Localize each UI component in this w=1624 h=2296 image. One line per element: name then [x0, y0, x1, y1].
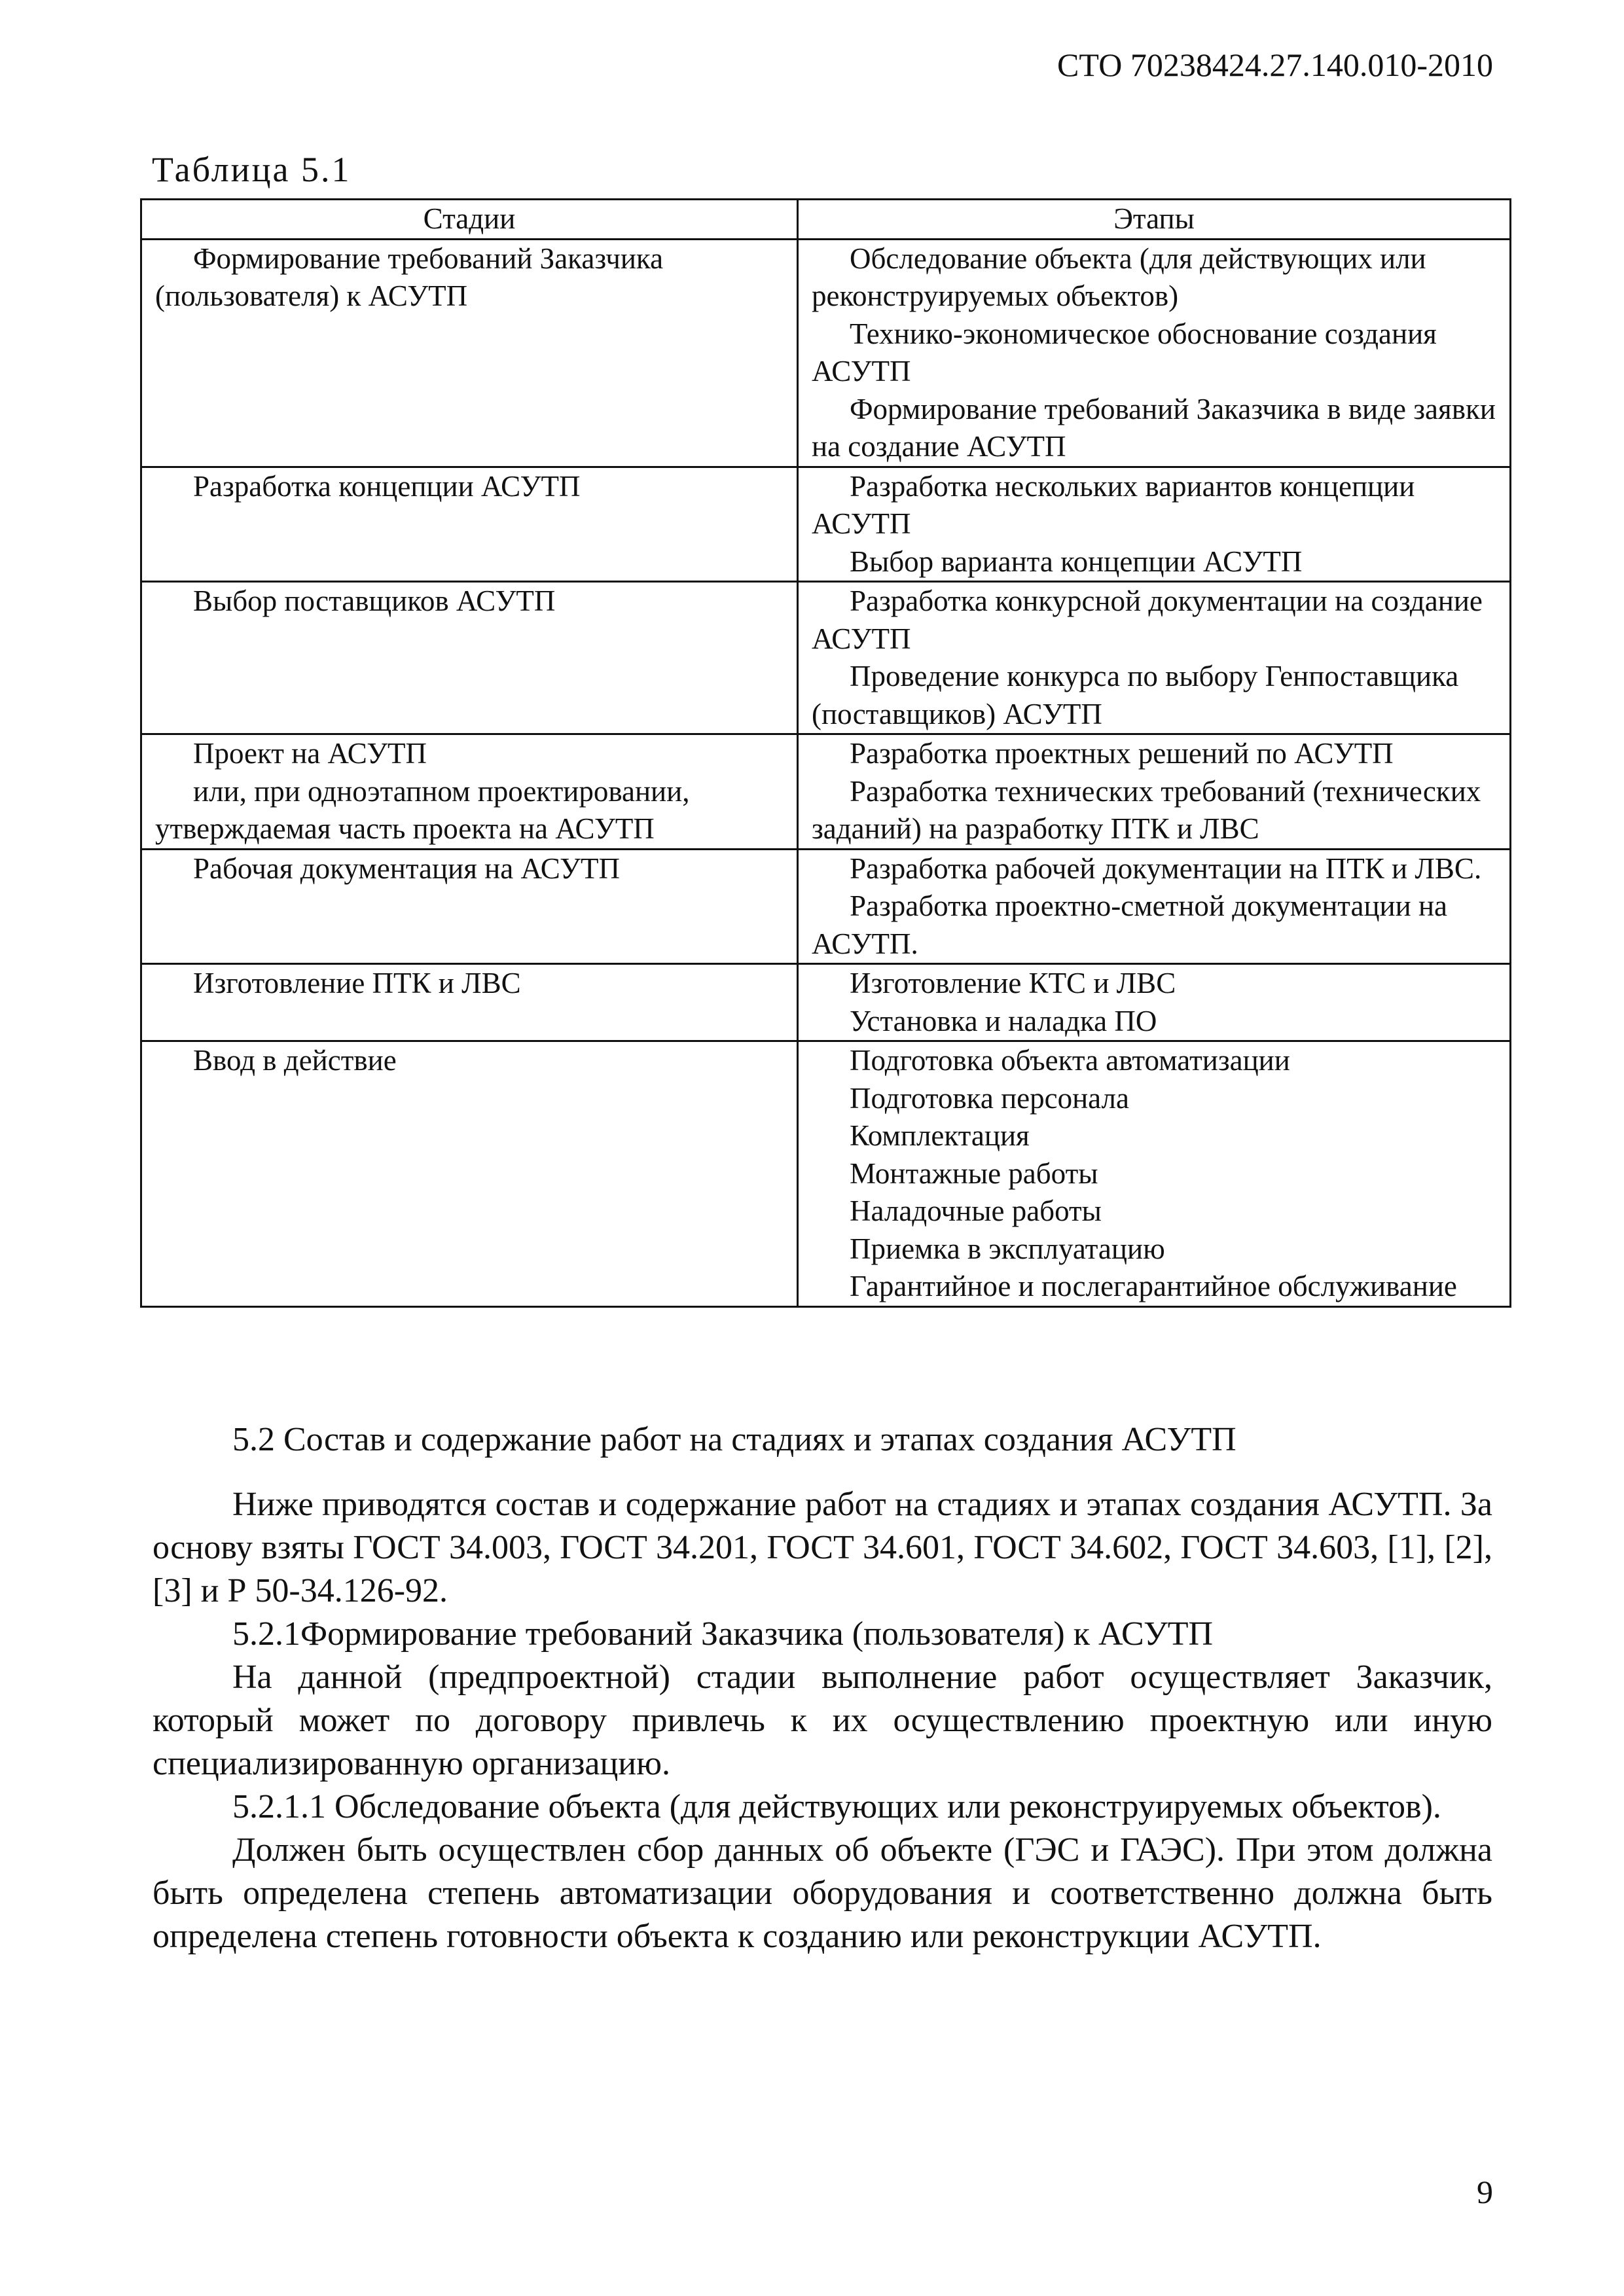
- step-text: Разработка проектных решений по АСУТП: [850, 737, 1394, 770]
- step-text: Приемка в эксплуатацию: [850, 1232, 1165, 1265]
- stage-text: Рабочая документация на АСУТП: [193, 852, 620, 885]
- step-text: Проведение конкурса по выбору Генпоставщика (поставщиков) АСУТП: [812, 660, 1459, 730]
- step-text: Наладочные работы: [850, 1194, 1102, 1227]
- stage-cell: [141, 849, 798, 964]
- stage-text-alt: или, при одноэтапном проектировании, утверждаемая часть проекта на АСУТП: [155, 774, 690, 845]
- steps-cell: [798, 239, 1511, 467]
- stage-cell: [141, 964, 798, 1041]
- stage-text: Выбор поставщиков АСУТП: [193, 584, 556, 617]
- step-text: Комплектация: [850, 1119, 1030, 1152]
- steps-cell: [798, 1041, 1511, 1307]
- step-text: Обследование объекта (для действующих или реконструируемых объектов): [812, 242, 1426, 312]
- table-header-row: [141, 200, 1511, 240]
- section-heading: 5.2 Состав и содержание работ на стадиях и этапах создания АСУТП: [232, 1421, 1236, 1458]
- step-text: Разработка нескольких вариантов концепции АСУТП: [812, 469, 1415, 540]
- table-row: [141, 582, 1511, 734]
- column-header-stages: Стадии: [141, 200, 798, 240]
- stage-cell: [141, 582, 798, 734]
- document-code: СТО 70238424.27.140.010-2010: [1057, 46, 1493, 83]
- step-text: Изготовление КТС и ЛВС: [850, 967, 1176, 999]
- section-body: [153, 1483, 1492, 1958]
- step-text: Установка и наладка ПО: [850, 1004, 1157, 1037]
- step-text: Разработка технических требований (технических заданий) на разработку ПТК и ЛВС: [812, 774, 1481, 845]
- subsubsection-paragraph: Должен быть осуществлен сбор данных об объекте (ГЭС и ГАЭС). При этом должна быть определена степень автоматизации оборудования и соответственно должна быть определена степень готовности объекта к созданию или реконструкции АСУТП.: [153, 1831, 1492, 1955]
- steps-cell: [798, 467, 1511, 582]
- steps-cell: [798, 734, 1511, 850]
- table-row: [141, 467, 1511, 582]
- steps-cell: [798, 849, 1511, 964]
- table-caption: Таблица 5.1: [152, 150, 352, 189]
- step-text: Выбор варианта концепции АСУТП: [850, 545, 1303, 578]
- stage-text: Изготовление ПТК и ЛВС: [193, 967, 521, 999]
- subsubsection-heading: 5.2.1.1 Обследование объекта (для действующих или реконструируемых объектов).: [232, 1788, 1441, 1825]
- table-row: [141, 849, 1511, 964]
- step-text: Подготовка объекта автоматизации: [850, 1044, 1290, 1077]
- stage-cell: [141, 239, 798, 467]
- step-text: Монтажные работы: [850, 1157, 1098, 1190]
- step-text: Формирование требований Заказчика в виде заявки на создание АСУТП: [812, 392, 1496, 463]
- step-text: Разработка рабочей документации на ПТК и ЛВС.: [850, 852, 1482, 885]
- steps-cell: [798, 582, 1511, 734]
- step-text: Разработка проектно-сметной документации на АСУТП.: [812, 889, 1448, 960]
- stage-text: Разработка концепции АСУТП: [193, 469, 581, 503]
- subsection-paragraph: На данной (предпроектной) стадии выполнение работ осуществляет Заказчик, который может по договору привлечь к их осуществлению проектную или иную специализированную организацию.: [153, 1659, 1492, 1782]
- step-text: Подготовка персонала: [850, 1081, 1129, 1115]
- stage-cell: [141, 734, 798, 850]
- subsection-heading: 5.2.1Формирование требований Заказчика (пользователя) к АСУТП: [232, 1615, 1214, 1653]
- steps-cell: [798, 964, 1511, 1041]
- step-text: Гарантийное и послегарантийное обслуживание: [850, 1270, 1457, 1302]
- stage-cell: [141, 467, 798, 582]
- intro-paragraph: Ниже приводятся состав и содержание работ на стадиях и этапах создания АСУТП. За основу взяты ГОСТ 34.003, ГОСТ 34.201, ГОСТ 34.601, ГОСТ 34.602, ГОСТ 34.603, [1], [2], [3] и Р 50-34.126-92.: [153, 1486, 1492, 1609]
- stage-text: Формирование требований Заказчика (пользователя) к АСУТП: [155, 242, 664, 312]
- page-number: 9: [1477, 2174, 1493, 2210]
- column-header-steps: Этапы: [798, 200, 1511, 240]
- step-text: Разработка конкурсной документации на создание АСУТП: [812, 584, 1483, 655]
- step-text: Технико-экономическое обоснование создания АСУТП: [812, 317, 1437, 387]
- table-row: [141, 239, 1511, 467]
- table-row: [141, 1041, 1511, 1307]
- stage-text: Проект на АСУТП: [193, 737, 427, 770]
- stages-table: [140, 198, 1511, 1308]
- stage-text: Ввод в действие: [193, 1044, 397, 1077]
- stage-cell: [141, 1041, 798, 1307]
- table-row: [141, 964, 1511, 1041]
- table-row: [141, 734, 1511, 850]
